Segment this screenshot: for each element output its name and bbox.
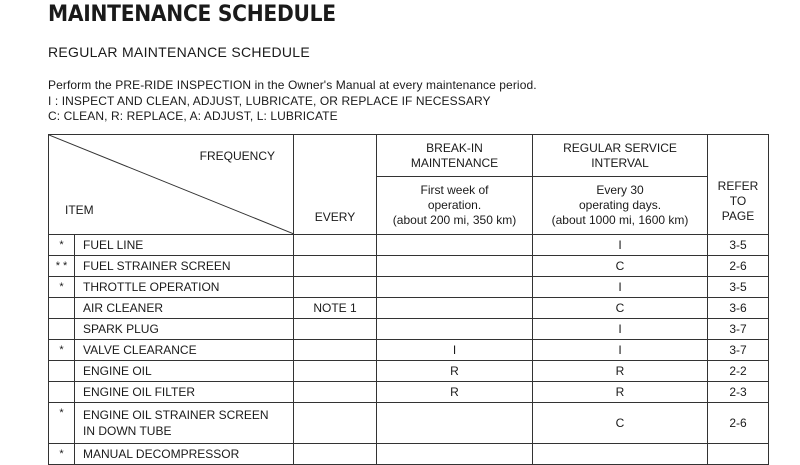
mark-cell: * bbox=[49, 277, 75, 298]
page-cell: 2-6 bbox=[708, 403, 769, 444]
page-cell: 2-6 bbox=[708, 256, 769, 277]
table-row bbox=[49, 277, 769, 298]
mark-cell: * * bbox=[49, 256, 75, 277]
instruction-note: Perform the PRE-RIDE INSPECTION in the Owner's Manual at every maintenance period. bbox=[48, 78, 537, 92]
page-cell: 3-5 bbox=[708, 277, 769, 298]
break-in-header: BREAK-IN MAINTENANCE bbox=[377, 135, 533, 177]
item-cell: AIR CLEANER bbox=[75, 298, 294, 319]
regular-cell bbox=[533, 444, 708, 465]
table-row bbox=[49, 382, 769, 403]
table-row bbox=[49, 319, 769, 340]
page-cell bbox=[708, 444, 769, 465]
regular-cell: I bbox=[533, 235, 708, 256]
table-row bbox=[49, 403, 769, 444]
item-cell: THROTTLE OPERATION bbox=[75, 277, 294, 298]
break-in-cell bbox=[377, 277, 533, 298]
legend-note: C: CLEAN, R: REPLACE, A: ADJUST, L: LUBRICATE bbox=[48, 109, 338, 123]
mark-cell: * bbox=[49, 235, 75, 256]
every-header: EVERY bbox=[294, 135, 377, 235]
table-row bbox=[49, 361, 769, 382]
page-cell: 3-5 bbox=[708, 235, 769, 256]
item-cell: ENGINE OIL FILTER bbox=[75, 382, 294, 403]
regular-cell: I bbox=[533, 319, 708, 340]
page-cell: 3-7 bbox=[708, 319, 769, 340]
mark-cell bbox=[49, 319, 75, 340]
mark-cell bbox=[49, 361, 75, 382]
table-row bbox=[49, 298, 769, 319]
every-cell bbox=[294, 382, 377, 403]
every-cell bbox=[294, 403, 377, 444]
page-cell: 2-3 bbox=[708, 382, 769, 403]
maintenance-table bbox=[48, 134, 769, 465]
every-cell bbox=[294, 361, 377, 382]
page-cell: 3-7 bbox=[708, 340, 769, 361]
break-in-cell bbox=[377, 235, 533, 256]
regular-cell: I bbox=[533, 277, 708, 298]
break-in-detail: First week of operation. (about 200 mi, 350 km) bbox=[377, 177, 533, 235]
mark-cell: * bbox=[49, 340, 75, 361]
legend-note: I : INSPECT AND CLEAN, ADJUST, LUBRICATE, OR REPLACE IF NECESSARY bbox=[48, 94, 491, 108]
item-cell: ENGINE OIL STRAINER SCREEN IN DOWN TUBE bbox=[75, 403, 294, 444]
page-cell: 3-6 bbox=[708, 298, 769, 319]
regular-service-header: REGULAR SERVICE INTERVAL bbox=[533, 135, 708, 177]
every-cell bbox=[294, 340, 377, 361]
mark-cell bbox=[49, 298, 75, 319]
table-row bbox=[49, 444, 769, 465]
table-row bbox=[49, 235, 769, 256]
mark-cell: * bbox=[49, 403, 75, 444]
table-row bbox=[49, 256, 769, 277]
every-cell bbox=[294, 235, 377, 256]
regular-cell: I bbox=[533, 340, 708, 361]
mark-cell bbox=[49, 382, 75, 403]
break-in-cell bbox=[377, 403, 533, 444]
break-in-cell bbox=[377, 298, 533, 319]
every-cell bbox=[294, 444, 377, 465]
break-in-cell: I bbox=[377, 340, 533, 361]
break-in-cell: R bbox=[377, 361, 533, 382]
regular-cell: R bbox=[533, 361, 708, 382]
table-row bbox=[49, 340, 769, 361]
item-cell: ENGINE OIL bbox=[75, 361, 294, 382]
mark-cell: * bbox=[49, 444, 75, 465]
break-in-cell bbox=[377, 444, 533, 465]
regular-service-detail: Every 30 operating days. (about 1000 mi, 1600 km) bbox=[533, 177, 708, 235]
regular-cell: C bbox=[533, 256, 708, 277]
frequency-label: FREQUENCY bbox=[199, 149, 275, 163]
section-subtitle: REGULAR MAINTENANCE SCHEDULE bbox=[48, 44, 310, 60]
regular-cell: R bbox=[533, 382, 708, 403]
every-cell: NOTE 1 bbox=[294, 298, 377, 319]
item-label: ITEM bbox=[65, 203, 94, 217]
break-in-cell bbox=[377, 319, 533, 340]
break-in-cell bbox=[377, 256, 533, 277]
every-cell bbox=[294, 319, 377, 340]
item-cell: FUEL STRAINER SCREEN bbox=[75, 256, 294, 277]
page-cell: 2-2 bbox=[708, 361, 769, 382]
item-cell: FUEL LINE bbox=[75, 235, 294, 256]
item-cell: MANUAL DECOMPRESSOR bbox=[75, 444, 294, 465]
refer-page-header: REFER TO PAGE bbox=[708, 135, 769, 235]
break-in-cell: R bbox=[377, 382, 533, 403]
regular-cell: C bbox=[533, 298, 708, 319]
page-title: MAINTENANCE SCHEDULE bbox=[48, 2, 336, 27]
item-cell: VALVE CLEARANCE bbox=[75, 340, 294, 361]
every-cell bbox=[294, 277, 377, 298]
every-cell bbox=[294, 256, 377, 277]
frequency-item-header bbox=[49, 135, 294, 235]
item-cell: SPARK PLUG bbox=[75, 319, 294, 340]
regular-cell: C bbox=[533, 403, 708, 444]
